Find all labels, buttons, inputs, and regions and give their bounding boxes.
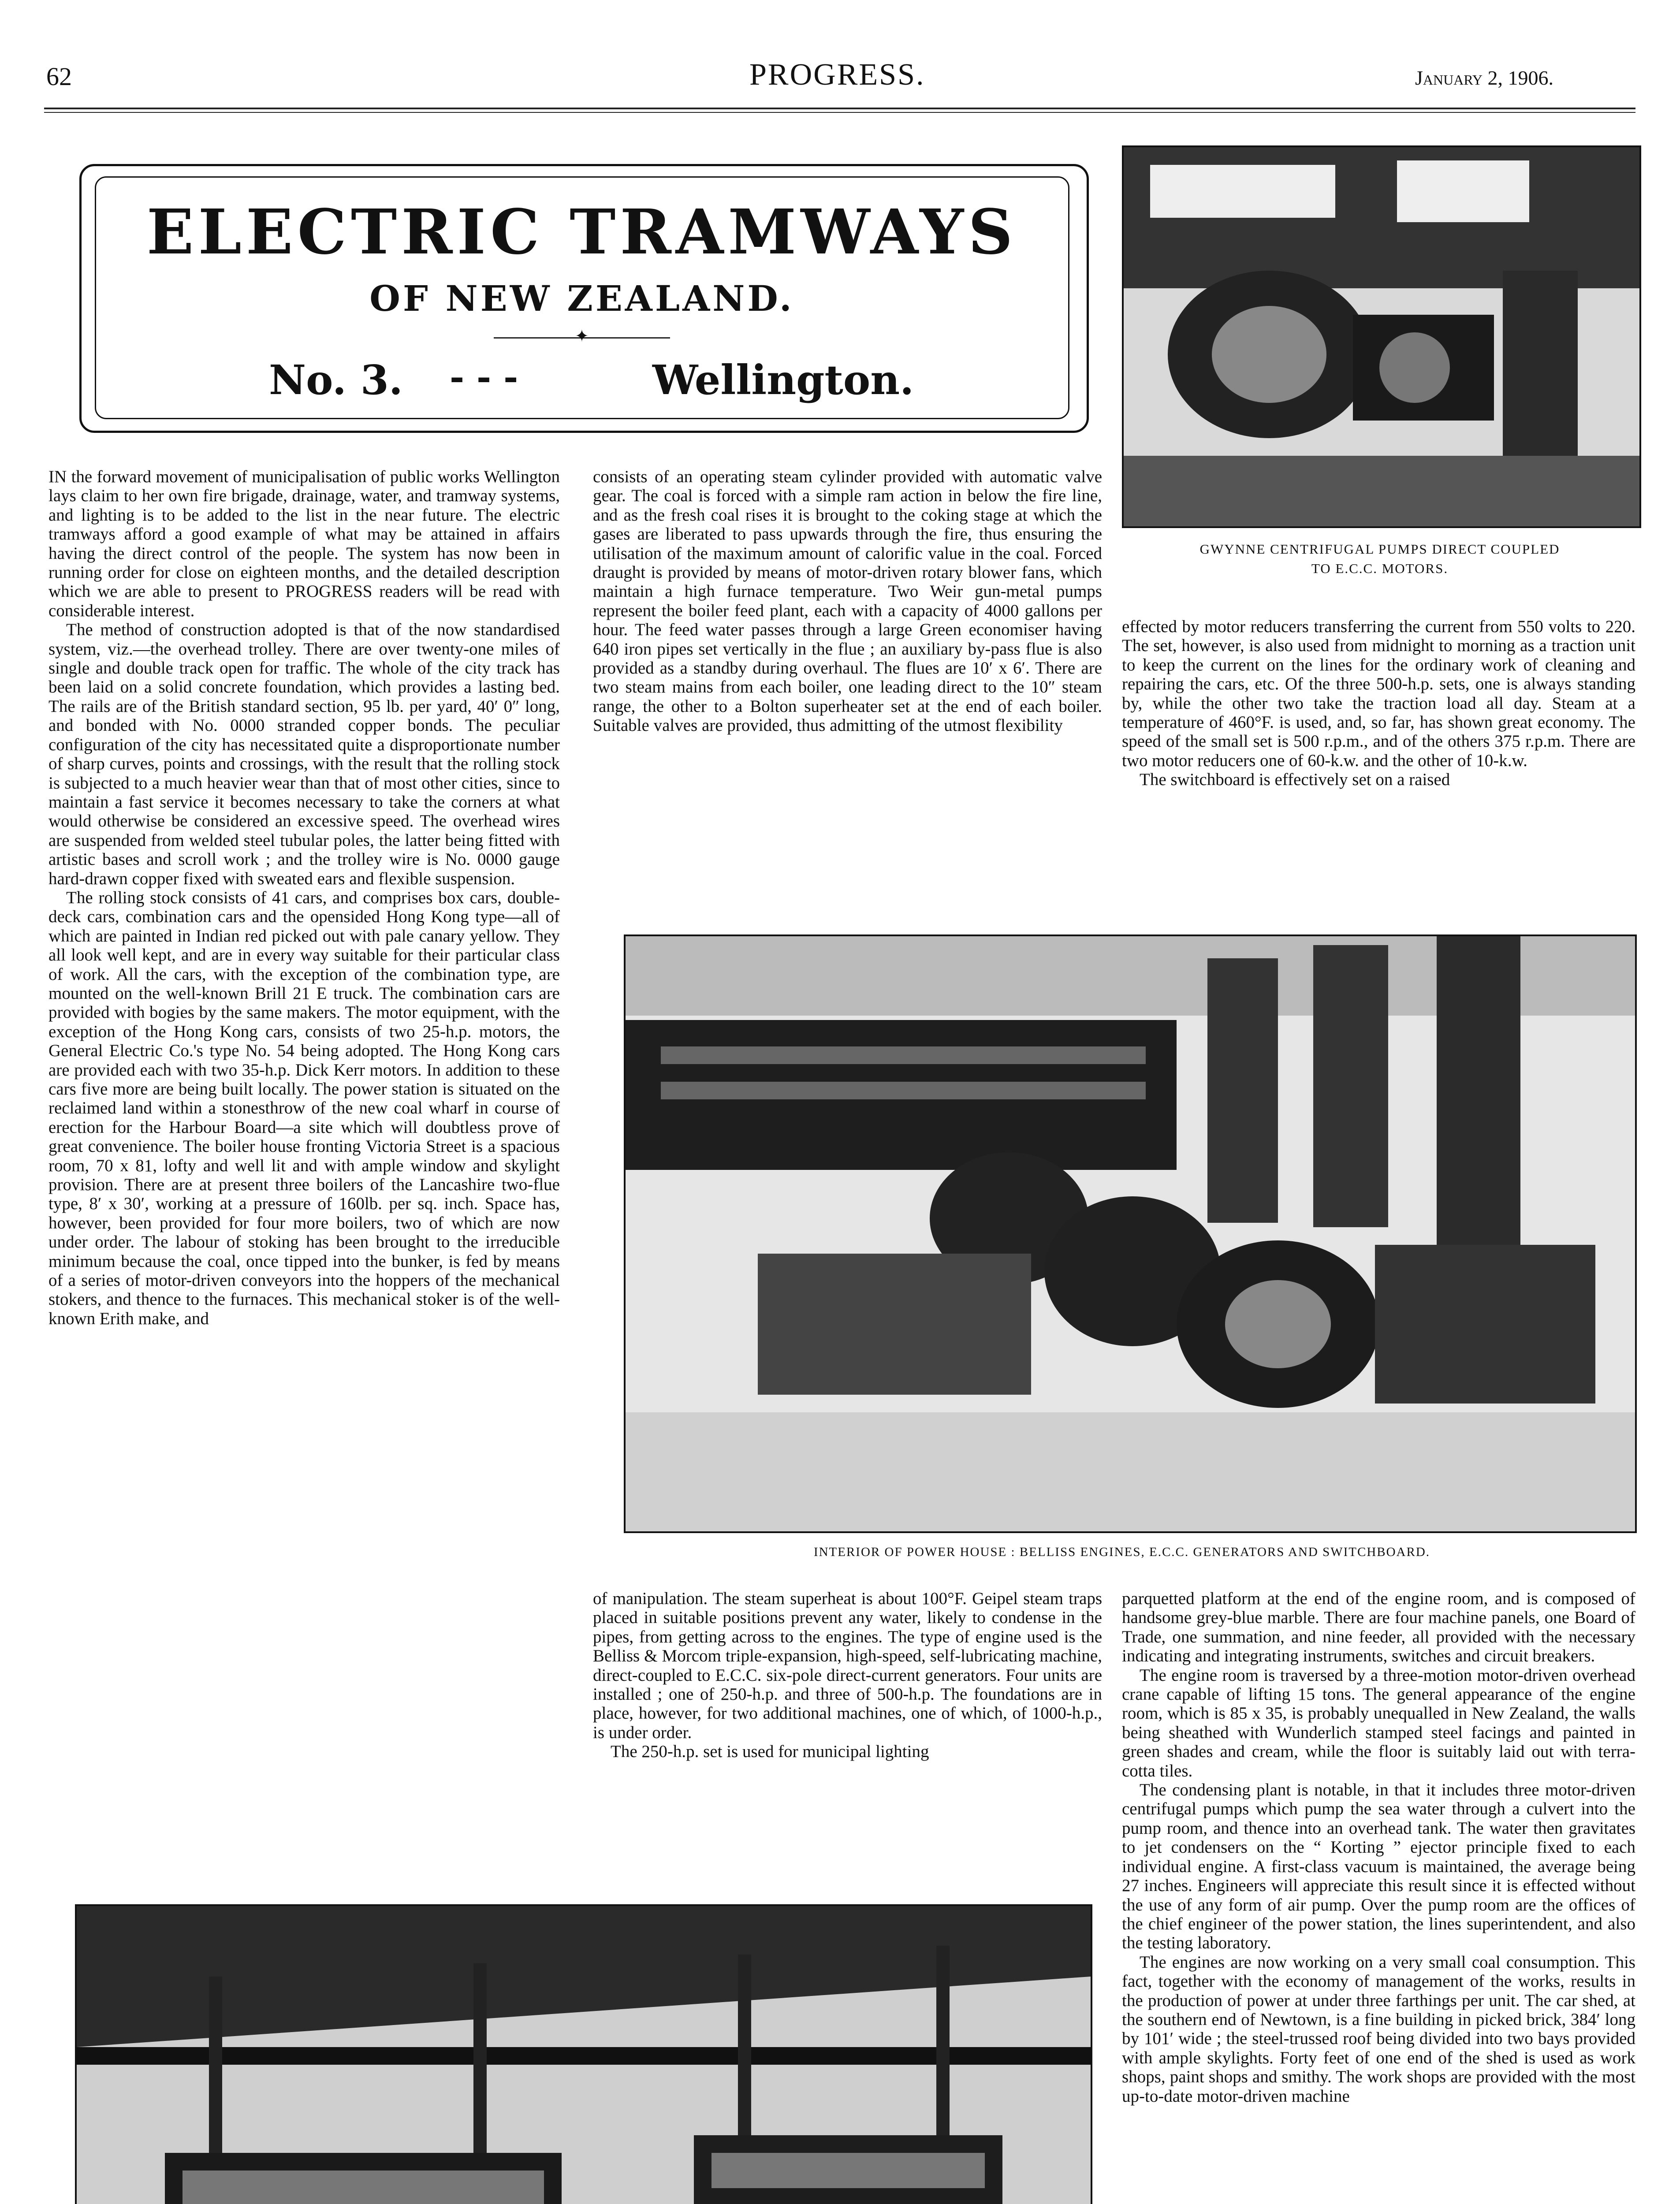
title-dashes: - - - [450,356,518,398]
car-house-photo [75,1904,1092,2204]
article-paragraph: The engine room is traversed by a three-motion motor-driven overhead crane capable of lifting 15 tons. The general appearance of the engine room, which is 85 x 35, is probably unequalled in New Zealand, the walls being sheathed with Wunderlich stamped steel facings and painted in green shades and cream, while the floor is suitably laid out with terra-cotta tiles. [1122,1665,1635,1780]
column-3-bottom-text [1122,1589,1635,2204]
article-paragraph: The condensing plant is notable, in that it includes three motor-driven centrifugal pumps which pump the sea water through a culvert into the pump room, and thence into an overhead tank. The water then gravitates to jet condensers on the “ Korting ” ejector principle fixed to each individual engine. A first-class vacuum is maintained, the average being 27 inches. Engineers will appreciate this result since it is effected without the use of any form of air pump. Over the pump room are the offices of the chief engineer of the power station, the lines superintendent, and also the testing laboratory. [1122,1780,1635,1953]
article-paragraph: The switchboard is effectively set on a raised [1140,770,1450,789]
power-house-caption: INTERIOR OF POWER HOUSE : BELLISS ENGINES, E.C.C. GENERATORS AND SWITCHBOARD. [813,1545,1430,1559]
article-paragraph: consists of an operating steam cylinder provided with automatic valve gear. The coal is forced with a simple ram action in below the fire line, and as the fresh coal rises it is brought to the coking stage at which the gases are liberated to pass upwards through the fire, thus ensuring the utilisation of the maximum amount of calorific value in the coal. Forced draught is provided by means of motor-driven rotary blower fans, which maintain a high furnace temperature. Two Weir gun-metal pumps represent the boiler feed plant, each with a capacity of 4000 gallons per hour. The feed water passes through a large Green economiser having 640 iron pipes set vertically in the flue ; an auxiliary by-pass flue is also provided as a standby during overhaul. The flues are 10′ x 6′. There are two steam mains from each boiler, one leading direct to the 10″ steam range, the other to a Bolton superheater set at the end of each boiler. Suitable valves are provided, thus admitting of the utmost flexibility [593,467,1102,735]
pumps-caption-line1: GWYNNE CENTRIFUGAL PUMPS DIRECT COUPLED [1199,541,1560,557]
title-city: Wellington. [652,356,914,404]
column-1-text [48,467,560,1922]
title-subheading: OF NEW ZEALAND. [369,278,794,319]
article-paragraph: IN the forward movement of municipalisation of public works Wellington lays claim to her own fire brigade, drainage, water, and tramway systems, and lighting is to be added to the list in the near future. The electric tramways afford a good example of what may be attained in affairs having the direct control of the people. The system has now been in running order for close on eighteen months, and the detailed description which we are able to present to PROGRESS readers will be read with considerable interest. [48,467,560,620]
title-ornament: ✦ [575,326,589,346]
header-rule-thin [44,112,1635,113]
masthead: PROGRESS. [749,58,925,92]
title-heading: ELECTRIC TRAMWAYS [146,196,1017,268]
page-number: 62 [46,62,72,91]
article-paragraph: The engines are now working on a very small coal consumption. This fact, together with the economy of management of the works, results in the production of power at under three farthings per unit. The car shed, at the southern end of Newtown, is a fine building in picked brick, 384′ long by 101′ wide ; the steel-trussed roof being divided into two bays provided with ample skylights. Forty feet of one end of the shed is used as work shops, paint shops and smithy. The work shops are provided with the most up-to-date motor-driven machine [1122,1952,1635,2106]
article-paragraph: of manipulation. The steam superheat is about 100°F. Geipel steam traps placed in suitable positions prevent any water, likely to condense in the pipes, from getting across to the engines. The type of engine used is the Belliss & Morcom triple-expansion, high-speed, self-lubricating machine, direct-coupled to E.C.C. six-pole direct-current generators. Four units are installed ; one of 250-h.p. and three of 500-h.p. The foundations are in place, however, for two additional machines, one of which, of 1000-h.p., is under order. [593,1589,1102,1742]
article-paragraph: effected by motor reducers transferring the current from 550 volts to 220. The set, however, is also used from midnight to morning as a traction unit to keep the current on the lines for the ordinary work of cleaning and repairing the cars, etc. Of the three 500-h.p. sets, one is always standing by, while the other two take the traction load all day. Steam at a temperature of 460°F. is used, and, so far, has shown great economy. The speed of the small set is 500 r.p.m., and of the others 375 r.p.m. There are two motor reducers one of 60-k.w. and the other of 10-k.w. [1122,617,1635,770]
pumps-caption-line2: TO E.C.C. MOTORS. [1311,561,1449,576]
issue-date: January 2, 1906. [1415,67,1554,89]
article-paragraph: The 250-h.p. set is used for municipal lighting [611,1742,929,1761]
header-rule [44,108,1635,109]
article-paragraph: The rolling stock consists of 41 cars, and comprises box cars, double-deck cars, combination cars and the opensided Hong Kong type—all of which are painted in Indian red picked out with pale canary yellow. They all look well kept, and are in every way suitable for their particular class of work. All the cars, with the exception of the combination type, are mounted on the well-known Brill 21 E truck. The combination cars are provided with bogies by the same makers. The motor equipment, with the exception of the Hong Kong cars, consists of two 25-h.p. motors, the General Electric Co.'s type No. 54 being adopted. The Hong Kong cars are provided each with two 35-h.p. Dick Kerr motors. In addition to these cars five more are being built locally. The power station is situated on the reclaimed land within a stonesthrow of the new coal wharf in course of erection for the Harbour Board—a site which will doubtless prove of great convenience. The boiler house fronting Victoria Street is a spacious room, 70 x 81, lofty and well lit and with ample window and skylight provision. There are at present three boilers of the Lancashire two-flue type, 8′ x 30′, working at a pressure of 160lb. per sq. inch. Space has, however, been provided for four more boilers, two of which are now under order. The labour of stoking has been brought to the irreducible minimum because the coal, once tipped into the bunker, is fed by means of a series of motor-driven conveyors into the hoppers of the mechanical stokers, and thence to the furnaces. This mechanical stoker is of the well-known Erith make, and [48,888,560,1328]
pumps-photo [1122,145,1641,528]
column-3-top-text [1122,617,1635,917]
article-paragraph: The method of construction adopted is that of the now standardised system, viz.—the overhead trolley. There are over twenty-one miles of single and double track open for traffic. The whole of the city track has been laid on a solid concrete foundation, which provides a lasting bed. The rails are of the British standard section, 95 lb. per yard, 40′ 0″ long, and bonded with No. 0000 stranded copper bonds. The peculiar configuration of the city has necessitated quite a disproportionate number of sharp curves, points and crossings, with the result that the rolling stock is subjected to a much heavier wear than that of most other cities, since to maintain a fast service it becomes necessary to take the corners at what would otherwise be considered an excessive speed. The overhead wires are suspended from welded steel tubular poles, the latter being fitted with artistic bases and scroll work ; and the trolley wire is No. 0000 gauge hard-drawn copper fixed with sweated ears and flexible suspension. [48,620,560,888]
article-paragraph: parquetted platform at the end of the engine room, and is composed of handsome grey-blue marble. There are four machine panels, one Board of Trade, one summation, and nine feeder, all provided with the necessary indicating and integrating instruments, switches and circuit breakers. [1122,1589,1635,1666]
column-2-top-text [593,467,1102,917]
column-2-bottom-text [593,1589,1102,1880]
power-house-photo [624,934,1637,1533]
title-number: No. 3. [269,356,403,404]
